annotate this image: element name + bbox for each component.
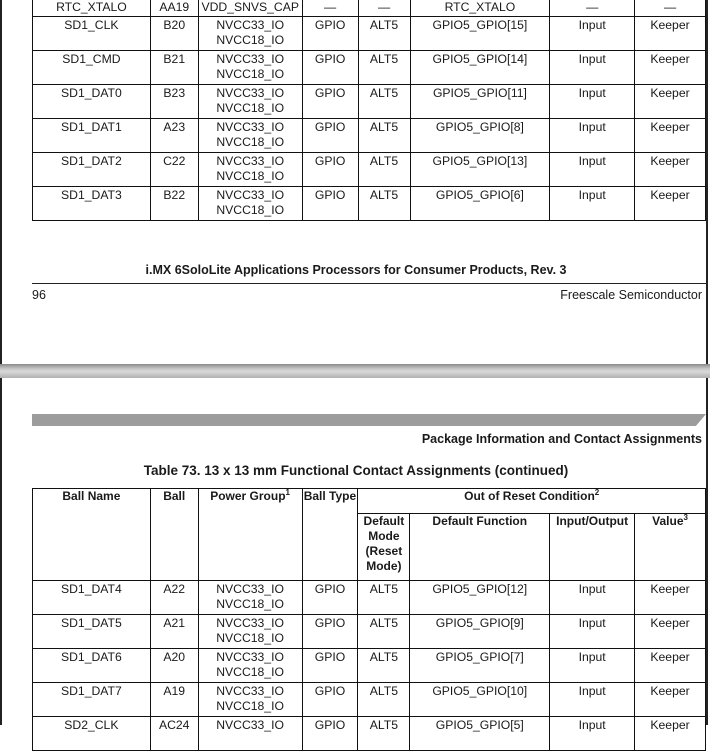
cell-power-group bbox=[198, 119, 302, 153]
table-row bbox=[33, 649, 706, 683]
cell-ball: A21 bbox=[150, 615, 198, 649]
power-group-line: NVCC18_IO bbox=[216, 597, 284, 611]
header-ball-type: Ball Type bbox=[302, 489, 358, 581]
power-group-line: VDD_SNVS_CAP bbox=[201, 0, 299, 14]
cell-power-group bbox=[198, 581, 302, 615]
power-group-line: NVCC33_IO bbox=[216, 188, 285, 202]
cell-input-output: Input bbox=[550, 717, 635, 751]
table-row bbox=[33, 85, 706, 119]
cell-input-output: Input bbox=[550, 187, 635, 221]
cell-ball: A19 bbox=[150, 683, 198, 717]
power-group-line: NVCC33_IO bbox=[216, 18, 285, 32]
cell-default-mode: ALT5 bbox=[358, 187, 410, 221]
cell-power-group bbox=[198, 153, 302, 187]
page-number: 96 bbox=[32, 288, 46, 302]
contact-assignments-table-top bbox=[32, 0, 706, 221]
cell-input-output: Input bbox=[550, 51, 635, 85]
cell-ball-name: SD1_CLK bbox=[33, 17, 151, 51]
header-default-mode bbox=[358, 514, 410, 581]
table-caption: Table 73. 13 x 13 mm Functional Contact Assignments (continued) bbox=[143, 463, 569, 478]
cell-power-group bbox=[198, 683, 302, 717]
cell-ball-type: GPIO bbox=[302, 717, 358, 751]
cell-default-mode: ALT5 bbox=[358, 649, 410, 683]
cell-power-group bbox=[198, 17, 302, 51]
cell-default-function: GPIO5_GPIO[10] bbox=[410, 683, 550, 717]
table-body bbox=[33, 0, 706, 221]
cell-input-output: Input bbox=[550, 85, 635, 119]
cell-ball: A20 bbox=[150, 649, 198, 683]
cell-ball: AA19 bbox=[150, 0, 198, 17]
cell-default-function: GPIO5_GPIO[14] bbox=[410, 51, 550, 85]
cell-default-mode: ALT5 bbox=[358, 119, 410, 153]
cell-value: Keeper bbox=[635, 187, 706, 221]
power-group-line: NVCC18_IO bbox=[216, 33, 285, 47]
cell-default-function: GPIO5_GPIO[12] bbox=[410, 581, 550, 615]
cell-ball-type: GPIO bbox=[302, 51, 358, 85]
table-row bbox=[33, 0, 706, 17]
power-group-line: NVCC18_IO bbox=[216, 665, 284, 679]
cell-ball-name: SD1_DAT0 bbox=[33, 85, 151, 119]
cell-value: Keeper bbox=[635, 119, 706, 153]
header-out-of-reset bbox=[358, 489, 706, 514]
contact-assignments-table bbox=[32, 488, 706, 751]
power-group-line: NVCC33_IO bbox=[216, 154, 285, 168]
table-row bbox=[33, 153, 706, 187]
document-title: i.MX 6SoloLite Applications Processors for Consumer Products, Rev. 3 bbox=[145, 263, 567, 277]
header-ball: Ball bbox=[150, 489, 198, 581]
cell-input-output: Input bbox=[550, 581, 635, 615]
table-row bbox=[33, 187, 706, 221]
cell-power-group bbox=[198, 615, 302, 649]
cell-default-mode: ALT5 bbox=[358, 51, 410, 85]
cell-default-function: GPIO5_GPIO[13] bbox=[410, 153, 550, 187]
header-default-mode-line: (Reset bbox=[365, 544, 403, 558]
cell-default-function: GPIO5_GPIO[9] bbox=[410, 615, 550, 649]
header-power-group bbox=[198, 489, 302, 581]
cell-default-function: GPIO5_GPIO[15] bbox=[410, 17, 550, 51]
cell-power-group bbox=[198, 649, 302, 683]
cell-default-function: GPIO5_GPIO[11] bbox=[410, 85, 550, 119]
cell-ball: AC24 bbox=[150, 717, 198, 751]
cell-ball: B20 bbox=[150, 17, 198, 51]
power-group-line: NVCC33_IO bbox=[216, 684, 284, 698]
document-page-97 bbox=[0, 378, 708, 732]
cell-ball-name: SD2_CLK bbox=[33, 717, 151, 751]
cell-value: Keeper bbox=[635, 615, 706, 649]
header-input-output: Input/Output bbox=[550, 514, 635, 581]
cell-ball-name: SD1_DAT4 bbox=[33, 581, 151, 615]
cell-power-group bbox=[198, 0, 302, 17]
cell-ball-type: GPIO bbox=[302, 187, 358, 221]
cell-power-group bbox=[198, 717, 302, 751]
power-group-line: NVCC18_IO bbox=[216, 101, 285, 115]
cell-power-group bbox=[198, 85, 302, 119]
cell-ball: C22 bbox=[150, 153, 198, 187]
cell-ball-type: GPIO bbox=[302, 649, 358, 683]
header-default-mode-line: Mode bbox=[368, 529, 400, 543]
cell-ball-type: GPIO bbox=[302, 119, 358, 153]
cell-ball-name: SD1_DAT7 bbox=[33, 683, 151, 717]
cell-power-group bbox=[198, 51, 302, 85]
power-group-line: NVCC33_IO bbox=[216, 650, 284, 664]
cell-ball-type: — bbox=[302, 0, 358, 17]
header-bar bbox=[32, 414, 706, 426]
header-ball-name: Ball Name bbox=[33, 489, 151, 581]
cell-ball-name: RTC_XTALO bbox=[33, 0, 151, 17]
cell-value: Keeper bbox=[635, 683, 706, 717]
cell-default-function: GPIO5_GPIO[5] bbox=[410, 717, 550, 751]
cell-default-mode: ALT5 bbox=[358, 85, 410, 119]
table-row bbox=[33, 581, 706, 615]
footnote-marker: 3 bbox=[683, 513, 688, 522]
cell-default-function: GPIO5_GPIO[7] bbox=[410, 649, 550, 683]
footer-divider bbox=[32, 283, 706, 284]
footnote-marker: 1 bbox=[285, 488, 290, 497]
cell-ball-name: SD1_DAT5 bbox=[33, 615, 151, 649]
table-row bbox=[33, 717, 706, 751]
cell-ball-type: GPIO bbox=[302, 683, 358, 717]
power-group-line: NVCC33_IO bbox=[216, 86, 285, 100]
power-group-line: NVCC33_IO bbox=[216, 52, 285, 66]
cell-value: Keeper bbox=[635, 85, 706, 119]
cell-ball-name: SD1_DAT2 bbox=[33, 153, 151, 187]
cell-ball: A22 bbox=[150, 581, 198, 615]
header-default-function: Default Function bbox=[410, 514, 550, 581]
table-header bbox=[33, 489, 706, 581]
cell-ball-name: SD1_DAT3 bbox=[33, 187, 151, 221]
cell-ball-type: GPIO bbox=[302, 581, 358, 615]
header-default-mode-line: Default bbox=[363, 514, 405, 528]
section-title: Package Information and Contact Assignments bbox=[421, 432, 702, 446]
power-group-line: NVCC18_IO bbox=[216, 631, 284, 645]
cell-input-output: Input bbox=[550, 153, 635, 187]
cell-default-function: RTC_XTALO bbox=[410, 0, 550, 17]
power-group-line: NVCC33_IO bbox=[216, 120, 285, 134]
cell-value: Keeper bbox=[635, 717, 706, 751]
cell-default-mode: ALT5 bbox=[358, 615, 410, 649]
cell-default-mode: — bbox=[358, 0, 410, 17]
cell-ball-name: SD1_DAT1 bbox=[33, 119, 151, 153]
cell-default-function: GPIO5_GPIO[8] bbox=[410, 119, 550, 153]
cell-input-output: Input bbox=[550, 649, 635, 683]
power-group-line: NVCC18_IO bbox=[216, 169, 285, 183]
cell-power-group bbox=[198, 187, 302, 221]
cell-ball: B23 bbox=[150, 85, 198, 119]
footnote-marker: 2 bbox=[594, 488, 600, 497]
cell-ball: B21 bbox=[150, 51, 198, 85]
cell-default-mode: ALT5 bbox=[358, 153, 410, 187]
cell-default-mode: ALT5 bbox=[358, 717, 410, 751]
header-out-of-reset-label: Out of Reset Condition bbox=[464, 489, 595, 503]
header-power-group-label: Power Group bbox=[210, 489, 286, 503]
power-group-line: NVCC33_IO bbox=[216, 616, 284, 630]
header-value bbox=[635, 514, 706, 581]
table-row bbox=[33, 683, 706, 717]
table-row bbox=[33, 119, 706, 153]
cell-ball-name: SD1_DAT6 bbox=[33, 649, 151, 683]
cell-ball: B22 bbox=[150, 187, 198, 221]
cell-ball-type: GPIO bbox=[302, 85, 358, 119]
cell-ball-type: GPIO bbox=[302, 153, 358, 187]
power-group-line: NVCC18_IO bbox=[216, 67, 285, 81]
cell-value: Keeper bbox=[635, 581, 706, 615]
table-row bbox=[33, 17, 706, 51]
cell-value: Keeper bbox=[635, 51, 706, 85]
header-default-mode-line: Mode) bbox=[366, 559, 402, 573]
company-name: Freescale Semiconductor bbox=[560, 288, 702, 302]
cell-ball: A23 bbox=[150, 119, 198, 153]
cell-ball-name: SD1_CMD bbox=[33, 51, 151, 85]
cell-default-mode: ALT5 bbox=[358, 581, 410, 615]
header-value-label: Value bbox=[652, 514, 684, 528]
cell-input-output: Input bbox=[550, 119, 635, 153]
cell-input-output: Input bbox=[550, 17, 635, 51]
cell-ball-type: GPIO bbox=[302, 615, 358, 649]
power-group-line: NVCC33_IO bbox=[216, 718, 284, 732]
cell-input-output: Input bbox=[550, 683, 635, 717]
cell-default-mode: ALT5 bbox=[358, 683, 410, 717]
power-group-line: NVCC18_IO bbox=[216, 699, 284, 713]
table-body bbox=[33, 581, 706, 751]
cell-input-output: — bbox=[550, 0, 635, 17]
power-group-line: NVCC18_IO bbox=[216, 203, 285, 217]
cell-ball-type: GPIO bbox=[302, 17, 358, 51]
power-group-line: NVCC18_IO bbox=[216, 135, 285, 149]
table-row bbox=[33, 51, 706, 85]
cell-value: Keeper bbox=[635, 17, 706, 51]
page-separator bbox=[0, 364, 710, 378]
document-page-96 bbox=[0, 0, 708, 366]
cell-default-function: GPIO5_GPIO[6] bbox=[410, 187, 550, 221]
cell-value: — bbox=[635, 0, 706, 17]
cell-default-mode: ALT5 bbox=[358, 17, 410, 51]
cell-value: Keeper bbox=[635, 649, 706, 683]
cell-value: Keeper bbox=[635, 153, 706, 187]
power-group-line: NVCC33_IO bbox=[216, 582, 284, 596]
table-row bbox=[33, 615, 706, 649]
cell-input-output: Input bbox=[550, 615, 635, 649]
